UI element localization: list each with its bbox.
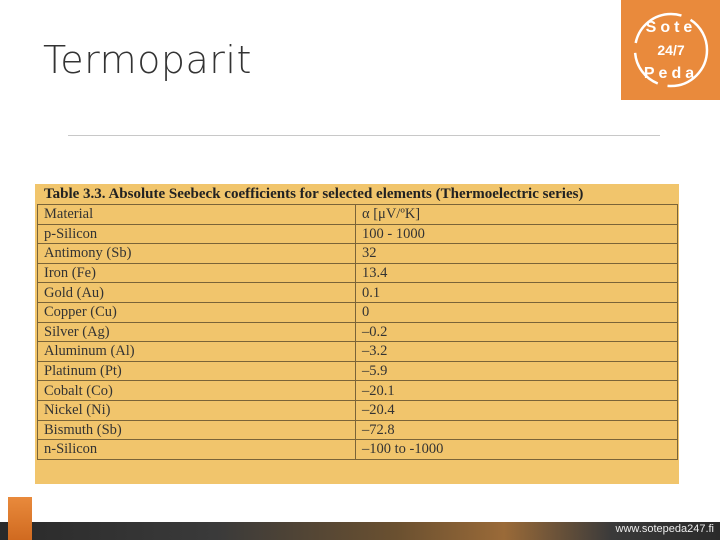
coefficient-cell: –0.2 [356, 322, 678, 342]
sotepeda-logo [621, 0, 720, 100]
table-row [38, 440, 678, 460]
coefficient-cell: –20.1 [356, 381, 678, 401]
footer-bar [0, 522, 720, 540]
slide-title: Termoparit [43, 38, 252, 82]
material-cell: Silver (Ag) [38, 322, 356, 342]
seebeck-table [37, 204, 678, 460]
table-row [38, 244, 678, 264]
material-cell: Gold (Au) [38, 283, 356, 303]
table-row [38, 263, 678, 283]
material-cell: Cobalt (Co) [38, 381, 356, 401]
table-row [38, 224, 678, 244]
coefficient-cell: 100 - 1000 [356, 224, 678, 244]
coefficient-cell: 0 [356, 302, 678, 322]
logo-text-mid: 24/7 [657, 42, 685, 58]
coefficient-cell: –72.8 [356, 420, 678, 440]
material-cell: n-Silicon [38, 440, 356, 460]
coefficient-cell: –3.2 [356, 342, 678, 362]
table-caption: Table 3.3. Absolute Seebeck coefficients for selected elements (Thermoelectric series) [44, 186, 584, 202]
material-cell: Iron (Fe) [38, 263, 356, 283]
title-divider [68, 135, 660, 136]
table-row [38, 361, 678, 381]
material-cell: Antimony (Sb) [38, 244, 356, 264]
seebeck-table-image [35, 184, 679, 484]
header-coefficient: α [μV/ºK] [356, 205, 678, 225]
table-row [38, 342, 678, 362]
coefficient-cell: –100 to -1000 [356, 440, 678, 460]
header-material: Material [38, 205, 356, 225]
material-cell: Nickel (Ni) [38, 400, 356, 420]
coefficient-cell: 32 [356, 244, 678, 264]
table-row [38, 420, 678, 440]
table-row [38, 283, 678, 303]
table-row [38, 302, 678, 322]
logo-text-top: Sote [645, 19, 697, 36]
coefficient-cell: 0.1 [356, 283, 678, 303]
coefficient-cell: –5.9 [356, 361, 678, 381]
table-row [38, 381, 678, 401]
material-cell: Copper (Cu) [38, 302, 356, 322]
material-cell: p-Silicon [38, 224, 356, 244]
coefficient-cell: –20.4 [356, 400, 678, 420]
coefficient-cell: 13.4 [356, 263, 678, 283]
table-row [38, 400, 678, 420]
footer-accent [8, 497, 32, 540]
table-row [38, 322, 678, 342]
material-cell: Aluminum (Al) [38, 342, 356, 362]
table-header-row [38, 205, 678, 225]
material-cell: Bismuth (Sb) [38, 420, 356, 440]
material-cell: Platinum (Pt) [38, 361, 356, 381]
logo-text-bottom: Peda [643, 65, 699, 82]
footer-url: www.sotepeda247.fi [615, 523, 714, 535]
